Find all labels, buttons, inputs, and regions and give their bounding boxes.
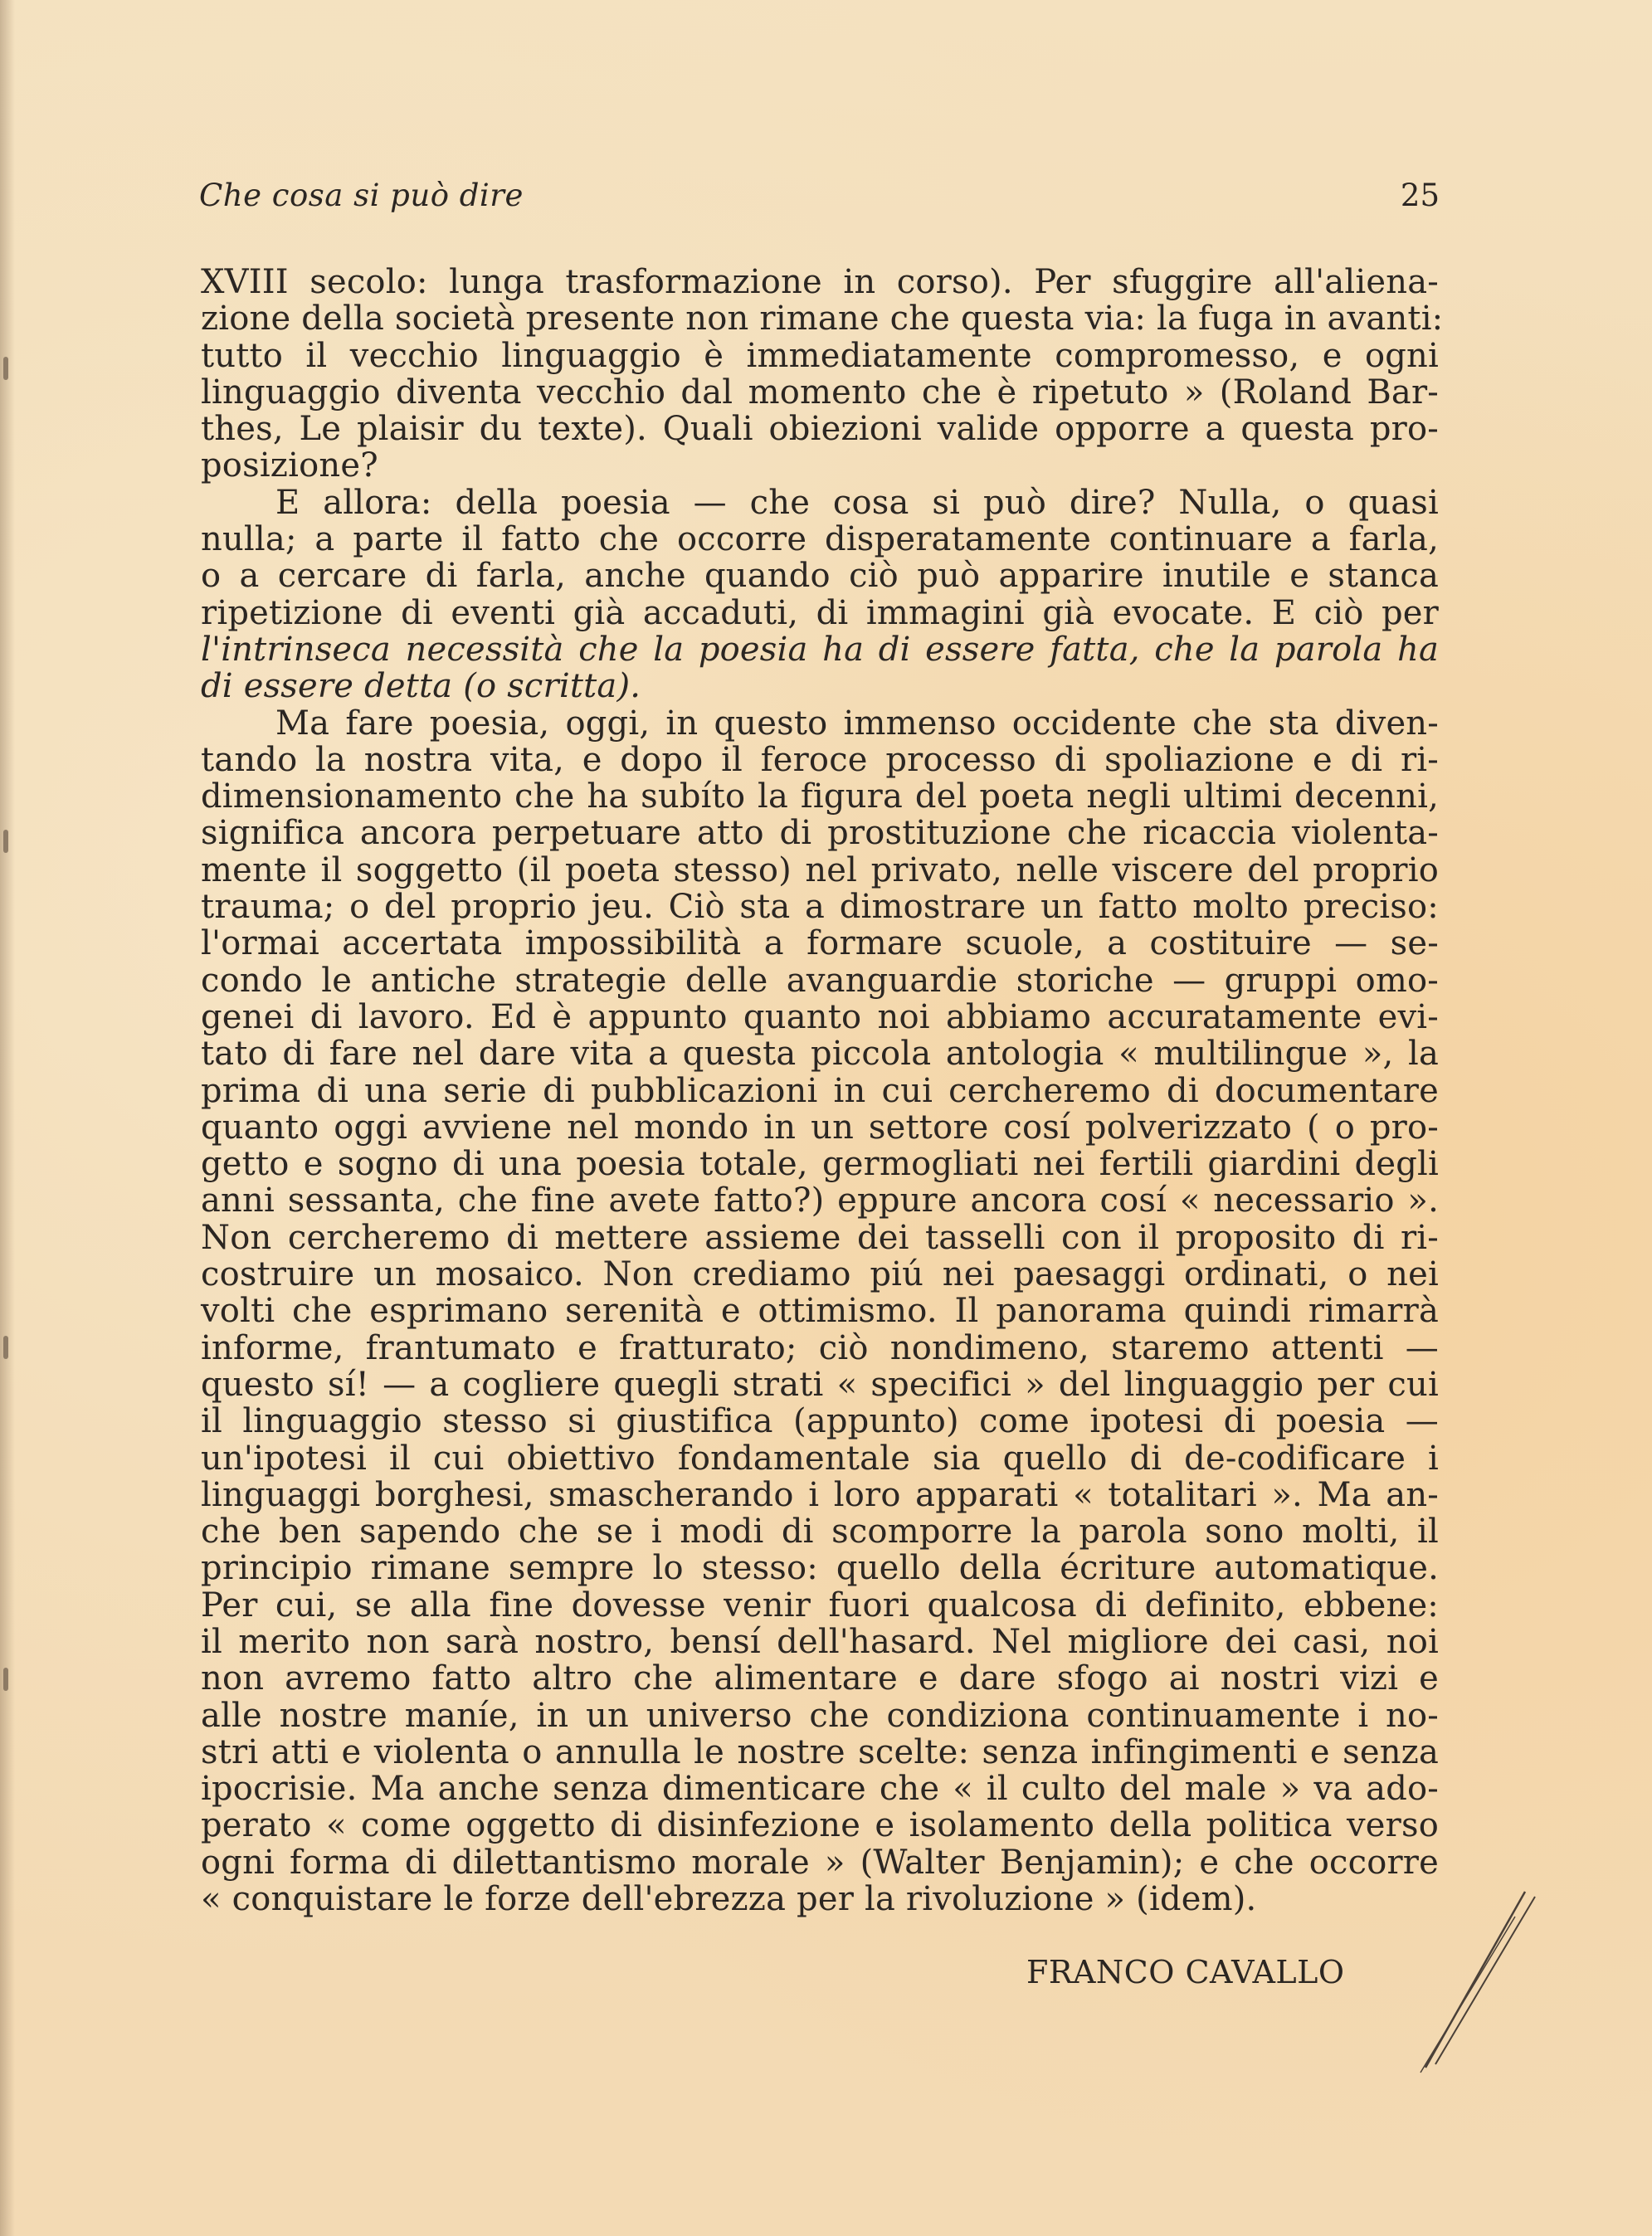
text-line: getto e sogno di una poesia totale, germogliati nei fertili giardini degli: [201, 1145, 1439, 1184]
text-line: prima di una serie di pubblicazioni in cui cercheremo di documentare: [201, 1071, 1439, 1110]
text-line: tato di fare nel dare vita a questa piccola antologia « multilingue », la: [201, 1035, 1439, 1074]
text-line: Non cercheremo di mettere assieme dei tasselli con il proposito di ri-: [201, 1218, 1439, 1257]
text-line: volti che esprimano serenità e ottimismo. Il panorama quindi rimarrà: [201, 1292, 1439, 1331]
text-line: genei di lavoro. Ed è appunto quanto noi abbiamo accuratamente evi-: [201, 997, 1439, 1036]
text-line: stri atti e violenta o annulla le nostre scelte: senza infingimenti e senza: [201, 1732, 1439, 1771]
paragraph-first-line: E allora: della poesia — che cosa si può dire? Nulla, o quasi: [275, 483, 1439, 522]
text-line: il merito non sarà nostro, bensí dell'hasard. Nel migliore dei casi, noi: [201, 1622, 1439, 1661]
text-line: di essere detta (o scritta).: [201, 667, 641, 706]
text-line: linguaggi borghesi, smascherando i loro apparati « totalitari ». Ma an-: [201, 1475, 1439, 1514]
text-line: l'intrinseca necessità che la poesia ha di essere fatta, che la parola ha: [201, 630, 1439, 669]
text-line: XVIII secolo: lunga trasformazione in corso). Per sfuggire all'aliena-: [201, 263, 1439, 301]
text-line: Per cui, se alla fine dovesse venir fuori qualcosa di definito, ebbene:: [201, 1586, 1439, 1625]
text-line: anni sessanta, che fine avete fatto?) eppure ancora cosí « necessario ».: [201, 1181, 1439, 1220]
running-title: Che cosa si può dire: [199, 178, 524, 213]
binding-mark: [3, 1668, 8, 1691]
author-signature: FRANCO CAVALLO: [1026, 1954, 1345, 1990]
binding-mark: [3, 830, 8, 853]
pen-slash-marks: [1411, 1883, 1543, 2074]
text-line: thes, Le plaisir du texte). Quali obiezioni valide opporre a questa pro-: [201, 410, 1439, 449]
text-line: tutto il vecchio linguaggio è immediatamente compromesso, e ogni: [201, 336, 1439, 375]
text-line: o a cercare di farla, anche quando ciò può apparire inutile e stanca: [201, 557, 1439, 596]
pen-stroke: [1425, 1892, 1525, 2068]
text-line: questo sí! — a cogliere quegli strati « specifici » del linguaggio per cui: [201, 1365, 1439, 1404]
text-line: zione della società presente non rimane che questa via: la fuga in avanti:: [201, 300, 1444, 339]
text-line: linguaggio diventa vecchio dal momento che è ripetuto » (Roland Bar-: [201, 373, 1439, 412]
page-number: 25: [1400, 178, 1440, 213]
text-line: non avremo fatto altro che alimentare e dare sfogo ai nostri vizi e: [201, 1659, 1439, 1698]
pen-stroke: [1421, 1917, 1515, 2073]
text-line: tando la nostra vita, e dopo il feroce processo di spoliazione e di ri-: [201, 740, 1439, 779]
text-line: condo le antiche strategie delle avanguardie storiche — gruppi omo-: [201, 961, 1439, 1000]
text-line: un'ipotesi il cui obiettivo fondamentale sia quello di de-codificare i: [201, 1439, 1439, 1478]
text-line: l'ormai accertata impossibilità a formare scuole, a costituire — se-: [201, 924, 1439, 963]
text-line: che ben sapendo che se i modi di scomporre la parola sono molti, il: [201, 1513, 1439, 1552]
text-line: costruire un mosaico. Non crediamo piú nei paesaggi ordinati, o nei: [201, 1255, 1439, 1294]
text-line: quanto oggi avviene nel mondo in un settore cosí polverizzato ( o pro-: [201, 1108, 1439, 1147]
paragraph-first-line: Ma fare poesia, oggi, in questo immenso occidente che sta diven-: [275, 704, 1439, 743]
text-line: alle nostre maníe, in un universo che condiziona continuamente i no-: [201, 1696, 1439, 1735]
text-line: dimensionamento che ha subíto la figura del poeta negli ultimi decenni,: [201, 777, 1439, 816]
text-line: ipocrisie. Ma anche senza dimenticare che « il culto del male » va ado-: [201, 1770, 1439, 1809]
text-line: « conquistare le forze dell'ebrezza per la rivoluzione » (idem).: [201, 1880, 1257, 1919]
text-line: significa ancora perpetuare atto di prostituzione che ricaccia violenta-: [201, 814, 1439, 853]
binding-mark: [3, 357, 8, 380]
text-line: informe, frantumato e fratturato; ciò nondimeno, staremo attenti —: [201, 1328, 1439, 1367]
text-line: principio rimane sempre lo stesso: quello della écriture automatique.: [201, 1549, 1439, 1588]
running-head: [199, 178, 1440, 219]
text-line: perato « come oggetto di disinfezione e isolamento della politica verso: [201, 1806, 1439, 1845]
text-line: ripetizione di eventi già accaduti, di immagini già evocate. E ciò per: [201, 593, 1439, 632]
text-line: mente il soggetto (il poeta stesso) nel privato, nelle viscere del proprio: [201, 850, 1439, 889]
body-text: [201, 263, 1444, 1919]
page-edge-shadow: [0, 0, 15, 2236]
text-line: nulla; a parte il fatto che occorre disperatamente continuare a farla,: [201, 520, 1439, 559]
text-line: posizione?: [201, 446, 378, 485]
text-line: il linguaggio stesso si giustifica (appunto) come ipotesi di poesia —: [201, 1402, 1439, 1441]
text-line: ogni forma di dilettantismo morale » (Walter Benjamin); e che occorre: [201, 1843, 1439, 1882]
text-line: trauma; o del proprio jeu. Ciò sta a dimostrare un fatto molto preciso:: [201, 888, 1439, 927]
pen-stroke: [1435, 1897, 1535, 2064]
binding-mark: [3, 1336, 8, 1359]
